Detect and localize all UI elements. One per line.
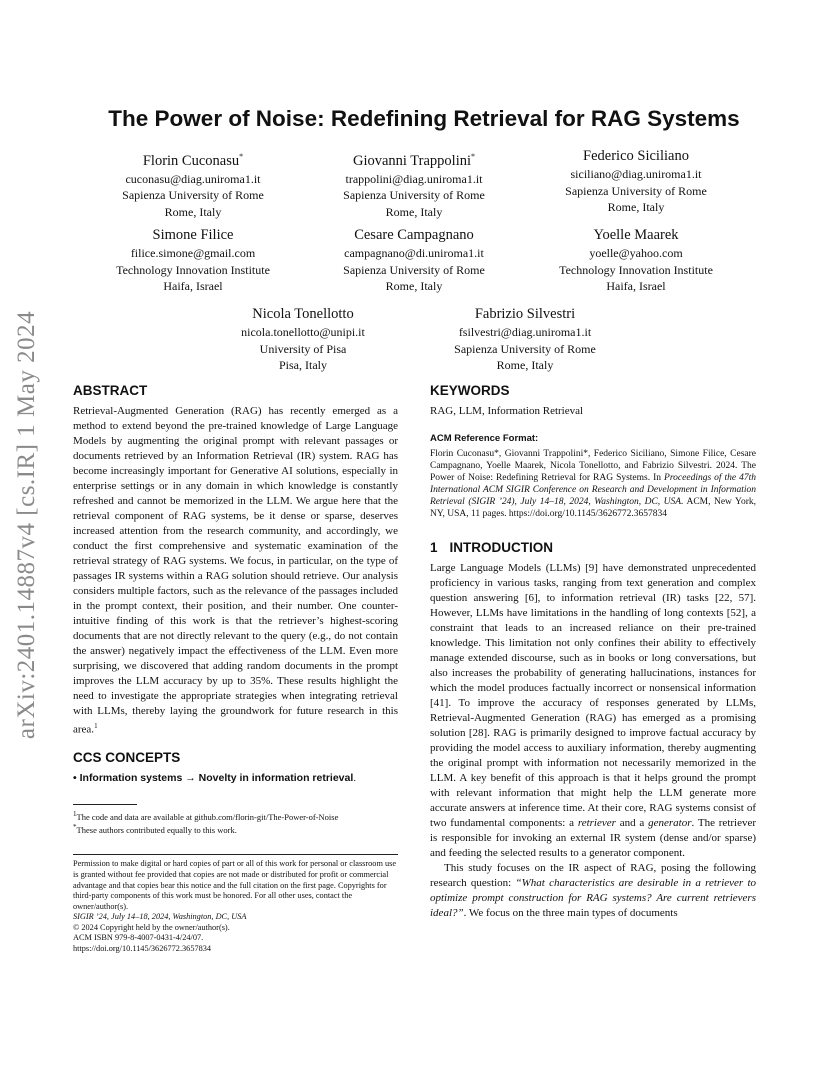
author-location: Rome, Italy — [607, 200, 665, 215]
ccs-bullet: • — [73, 771, 77, 784]
author-block — [193, 305, 413, 374]
reference-tail: ACM, New York, NY, USA, 11 pages. https://doi.org/10.1145/3626772.3657834 — [430, 497, 756, 519]
author-affiliation: Sapienza University of Rome — [565, 183, 707, 198]
abstract-heading: ABSTRACT — [73, 383, 148, 398]
author-name: Simone Filice — [152, 227, 234, 243]
author-affiliation: Sapienza University of Rome — [454, 341, 596, 356]
arxiv-id: arXiv:2401.14887v4 [cs.IR] 1 May 2024 — [13, 310, 40, 740]
equal-contrib-mark: * — [471, 152, 476, 161]
section-number: 1 — [430, 540, 438, 555]
author-location: Pisa, Italy — [279, 358, 327, 373]
author-location: Rome, Italy — [385, 279, 443, 294]
author-location: Haifa, Israel — [606, 279, 666, 294]
author-block — [526, 226, 746, 295]
author-email: yoelle@yahoo.com — [589, 246, 683, 260]
author-email: trappolini@diag.uniroma1.it — [345, 171, 483, 186]
ccs-heading: CCS CONCEPTS — [73, 749, 181, 765]
term-retriever: retriever — [577, 817, 616, 829]
ccs-concept — [73, 771, 398, 786]
footnote-ref: 1 — [94, 722, 98, 730]
author-email: cuconasu@diag.uniroma1.it — [125, 171, 261, 186]
section-title: INTRODUCTION — [449, 540, 554, 555]
author-location: Rome, Italy — [164, 205, 222, 220]
introduction-heading — [430, 540, 756, 555]
author-email: fsilvestri@diag.uniroma1.it — [458, 325, 592, 339]
ccs-concept-text: Information systems → Novelty in information retrieval — [79, 771, 354, 784]
author-location: Rome, Italy — [496, 358, 554, 373]
author-name: Fabrizio Silvestri — [474, 306, 576, 322]
ccs-period: . — [353, 771, 357, 784]
author-block — [304, 226, 524, 295]
author-affiliation: Sapienza University of Rome — [343, 188, 485, 203]
abstract-body: Retrieval-Augmented Generation (RAG) has recently emerged as a method to extend beyond the pre-trained knowledge of Large Language Models by augmenting the original prompt with relevant passages or documents retrieved by an Information Retrieval (IR) system. RAG has become increasingly important for Generative AI solutions, especially in enterprise settings or in any domain in which knowledge is constantly refreshed and cannot be memorized in the LLM. We argue here that the retrieval component of RAG systems, be it dense or sparse, deserves increased attention from the research community, and accordingly, we conduct the first comprehensive and systematic examination of the retrieval strategy of RAG systems. We focus, in particular, on the type of passages IR systems within a RAG solution should retrieve. Our analysis considers multiple factors, such as the relevance of the passages included in the prompt context, their position, and their number. One counter-intuitive finding of this work is that the retriever’s highest-scoring documents that are not directly relevant to the query (e.g., do not contain the answer) negatively impact the effectiveness of the LLM. Even more surprising, we discovered that adding random documents in the prompt improves the LLM accuracy by up to 35%. These results highlight the need to investigate the appropriate strategies when integrating retrieval with LLMs, thereby laying the groundwork for future research in this area. — [73, 405, 398, 736]
equal-contrib-mark: * — [239, 152, 244, 161]
footnote-mark: 1 — [73, 809, 77, 818]
author-name: Nicola Tonellotto — [252, 306, 354, 322]
author-affiliation: Sapienza University of Rome — [343, 262, 485, 277]
intro-text: . The retriever is responsible for invoking an external IR system (dense and/or sparse) and feeding the selected results to a generator component. — [430, 817, 757, 859]
intro-paragraph — [430, 561, 756, 861]
author-block — [415, 305, 635, 374]
left-column — [73, 383, 398, 955]
footnote-rule — [73, 804, 137, 805]
author-location: Rome, Italy — [385, 205, 443, 220]
research-question: “What characteristics are desirable in a retriever to optimize prompt construction for RAG systems? Are current retrievers ideal?” — [430, 877, 757, 919]
isbn: ACM ISBN 979-8-4007-0431-4/24/07. — [73, 933, 204, 943]
arxiv-sidebar — [2, 290, 52, 760]
intro-text: and a — [619, 817, 645, 829]
author-block — [304, 147, 524, 221]
author-email: filice.simone@gmail.com — [130, 246, 256, 260]
term-generator: generator — [648, 817, 692, 829]
reference-format-body — [430, 448, 756, 520]
author-location: Haifa, Israel — [163, 279, 223, 294]
reference-format-heading: ACM Reference Format: — [430, 433, 539, 444]
venue: SIGIR ’24, July 14–18, 2024, Washington, DC, USA — [73, 912, 247, 922]
keywords-heading: KEYWORDS — [430, 383, 510, 398]
author-email: siciliano@diag.uniroma1.it — [570, 167, 702, 181]
doi-link[interactable]: https://doi.org/10.1145/3626772.3657834 — [73, 944, 212, 954]
author-email: nicola.tonellotto@unipi.it — [241, 325, 365, 339]
abstract-text — [73, 404, 398, 738]
author-block — [83, 226, 303, 295]
author-block — [526, 147, 746, 216]
permission-block — [73, 859, 398, 954]
intro-text: Large Language Models (LLMs) [9] have demonstrated unprecedented proficiency in various tasks, ranging from text generation and complex question answering [6], to information retrieval (IR) tasks [22, 57]. However, LLMs have limitations in the handling of long contexts [52], a constraint that leads to an increased reliance on their pre-trained knowledge. This limitation not only confines their ability to effectively manage extended discourse, such as in books or long conversations, but also increases the probability of generating hallucinations, instances for which the model produces factually incorrect or nonsensical information [41]. To improve the accuracy of responses generated by LLMs, Retrieval-Augmented Generation (RAG) has emerged as a promising solution [28]. RAG is primarily designed to improve factual accuracy by providing the model access to auxiliary information, thereby augmenting the original prompt with information not necessarily memorized in the LLM. A key benefit of this approach is that it helps ground the prompt with relevant information that might help the LLM generate more accurate answers at inference time. At their core, RAG systems consist of two fundamental components: a — [430, 562, 756, 829]
footnote — [73, 822, 398, 836]
keywords-text: RAG, LLM, Information Retrieval — [430, 405, 584, 417]
author-affiliation: Technology Innovation Institute — [116, 262, 270, 277]
footnote-mark: * — [73, 823, 77, 832]
author-affiliation: Technology Innovation Institute — [559, 262, 713, 277]
footnote-text: The code and data are available at github.com/florin-git/The-Power-of-Noise — [76, 811, 339, 822]
reference-proceedings: Proceedings of the 47th International ACM SIGIR Conference on Research and Development in Information Retrieval (SIGIR ’24), July 14–18, 2024, Washington, DC, USA. — [430, 473, 756, 507]
footnote-text: These authors contributed equally to this work. — [76, 825, 237, 836]
copyright: © 2024 Copyright held by the owner/author(s). — [73, 922, 230, 932]
author-name: Yoelle Maarek — [593, 227, 679, 243]
right-column — [430, 383, 756, 921]
introduction-body — [430, 561, 756, 921]
author-name: Cesare Campagnano — [354, 227, 474, 243]
reference-authors: Florin Cuconasu*, Giovanni Trappolini*, Federico Siciliano, Simone Filice, Cesare Campagnano, Yoelle Maarek, Nicola Tonellotto, and Fabrizio Silvestri. 2024. The Power of Noise: Redefining Retrieval for RAG Systems. In — [430, 449, 756, 483]
author-block — [83, 147, 303, 221]
permission-rule — [73, 854, 398, 855]
footnote — [73, 809, 398, 823]
permission-text: Permission to make digital or hard copies of part or all of this work for personal or classroom use is granted without fee provided that copies are not made or distributed for profit or commercial advantage and that copies bear this notice and the full citation on the first page. Copyrights for third-party components of this work must be honored. For all other uses, contact the owner/author(s). — [73, 859, 397, 911]
author-email: campagnano@di.uniroma1.it — [344, 246, 484, 260]
author-name: Florin Cuconasu — [142, 152, 240, 169]
author-affiliation: Sapienza University of Rome — [122, 188, 264, 203]
author-name: Federico Siciliano — [583, 148, 689, 164]
author-affiliation: University of Pisa — [259, 341, 347, 356]
paper-title: The Power of Noise: Redefining Retrieval for RAG Systems — [108, 106, 740, 131]
intro-text: This study focuses on the IR aspect of RAG, posing the following research question: — [430, 862, 756, 889]
intro-text: . We focus on the three main types of documents — [463, 907, 678, 919]
intro-paragraph — [430, 861, 756, 921]
author-name: Giovanni Trappolini — [352, 152, 472, 169]
